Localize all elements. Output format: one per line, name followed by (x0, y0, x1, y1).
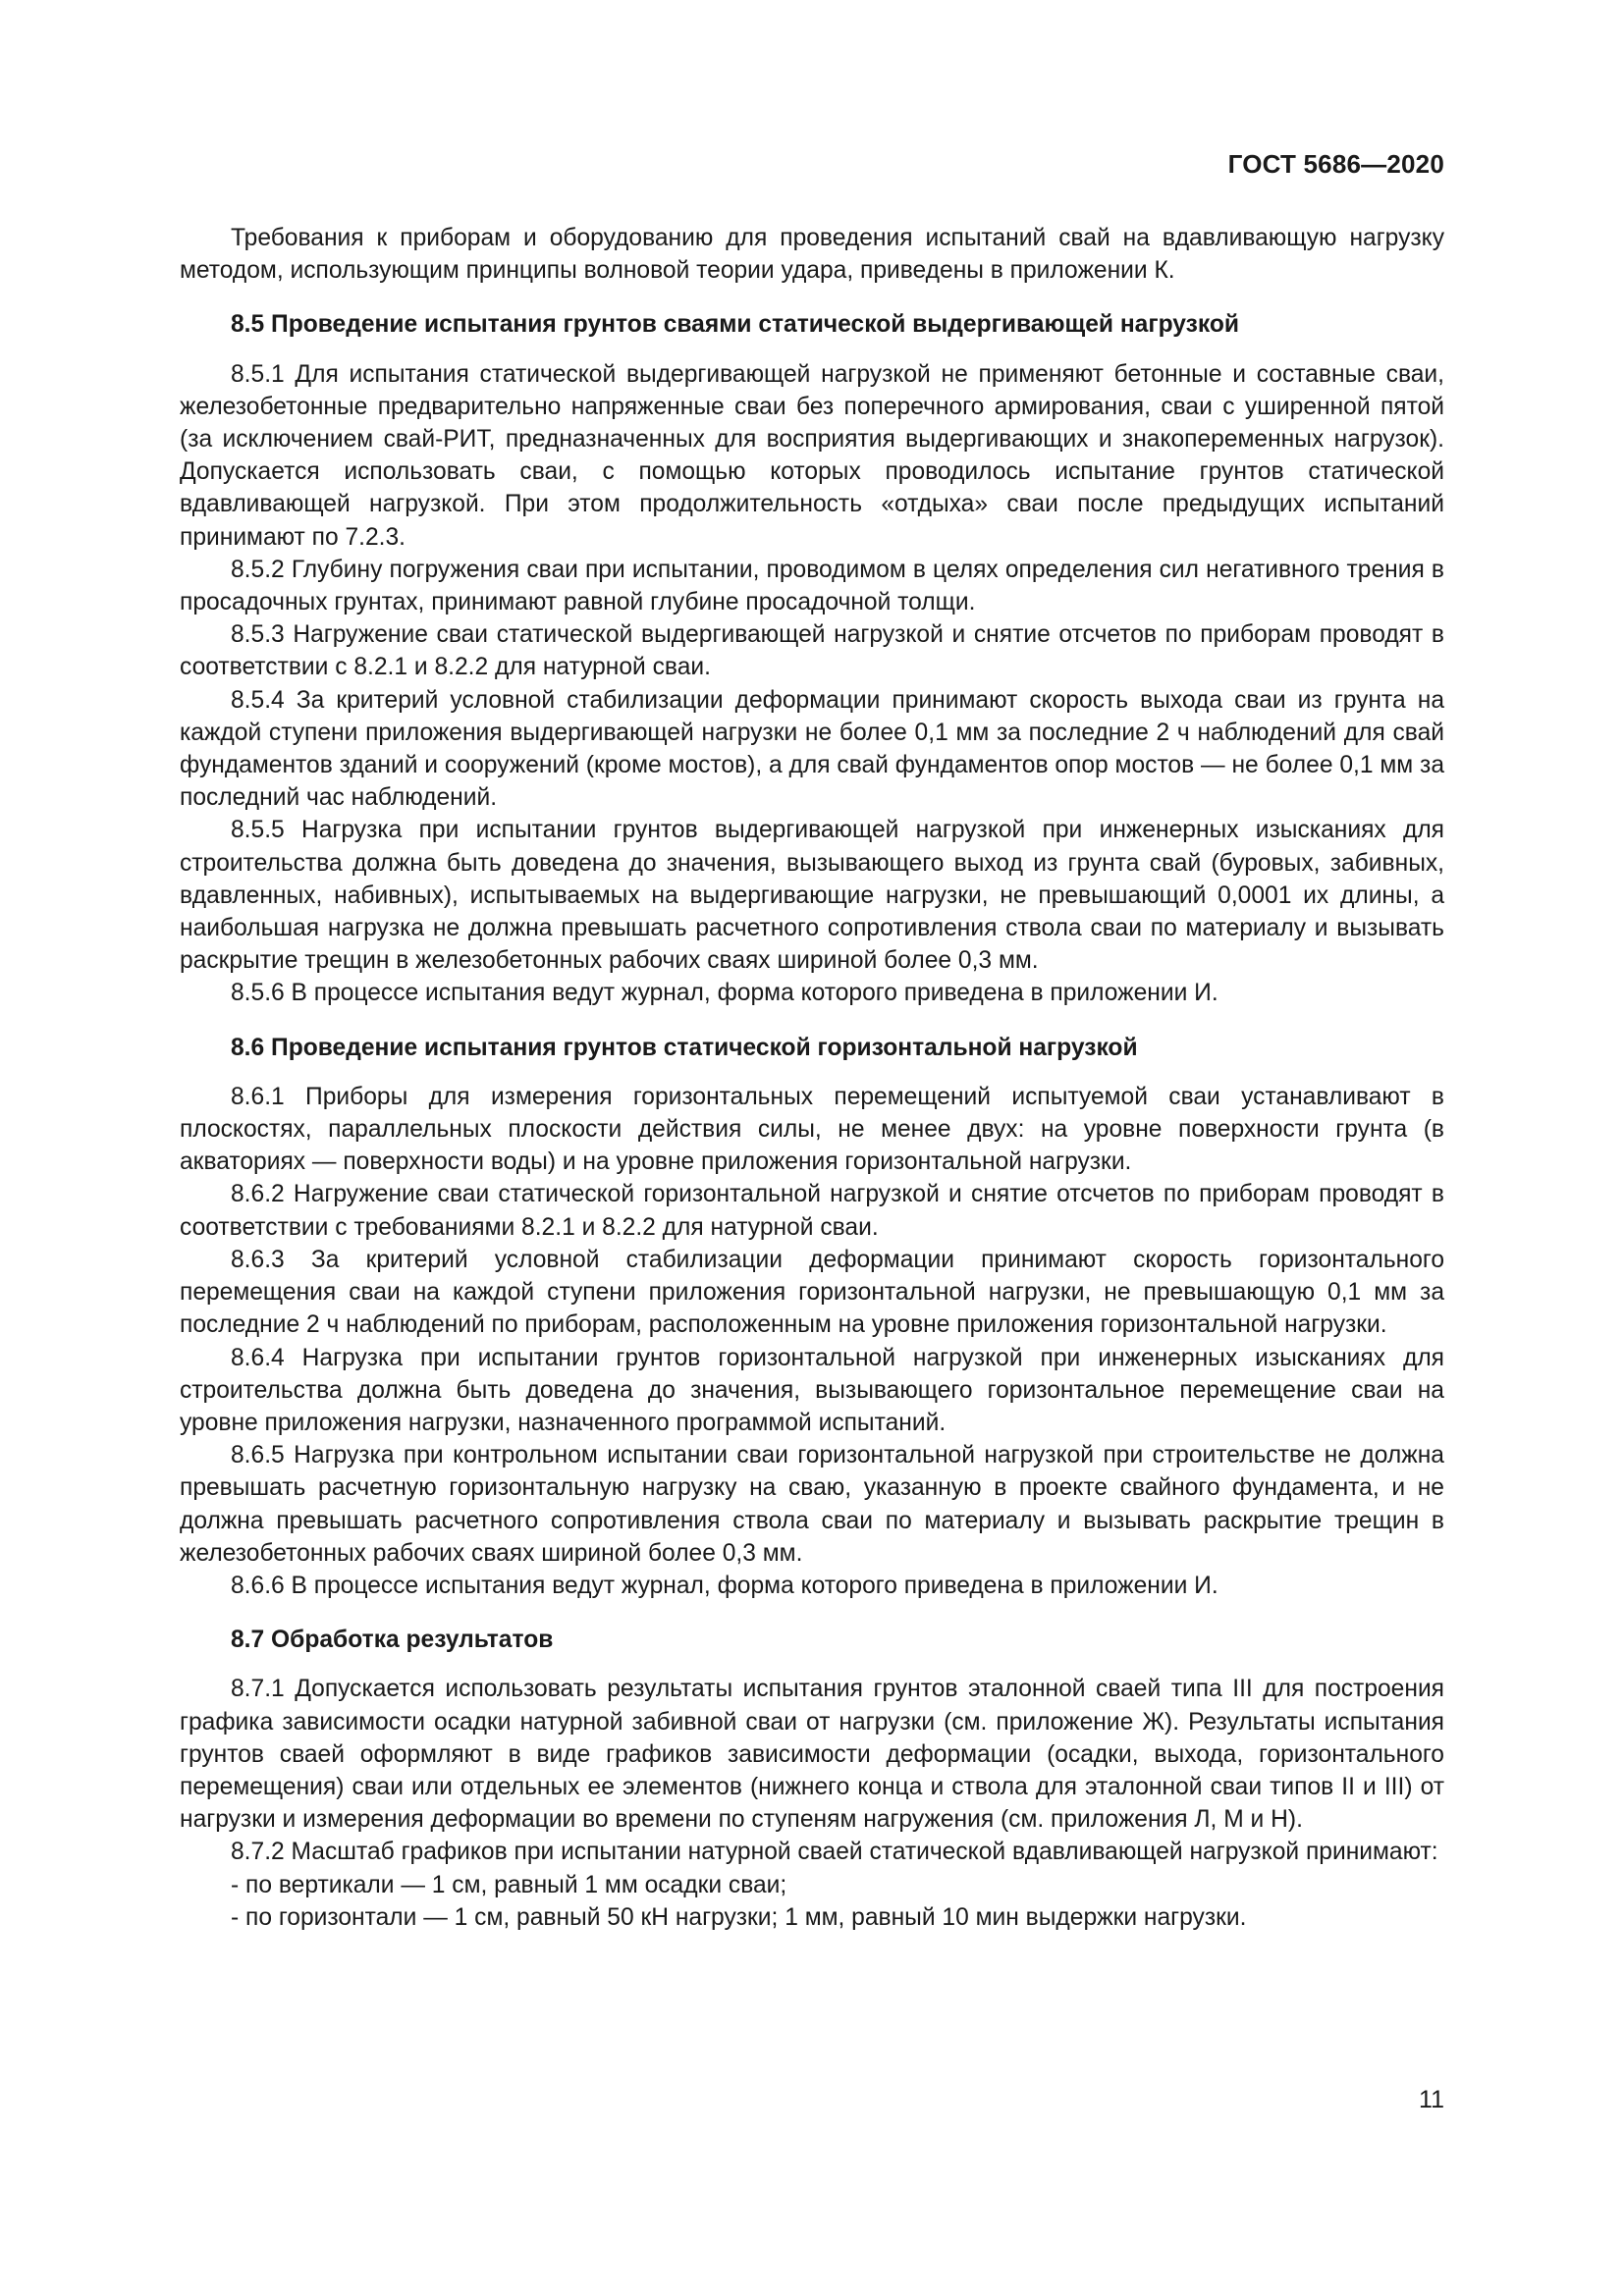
page-number: 11 (1419, 2086, 1444, 2113)
section-8-6-heading: 8.6 Проведение испытания грунтов статической горизонтальной нагрузкой (231, 1034, 1138, 1061)
paragraph-8-7-1: 8.7.1 Допускается использовать результаты испытания грунтов эталонной сваей типа III для построения графика зависимости осадки натурной забивной сваи от нагрузки (см. приложение Ж). Результаты испытания грунтов сваей оформляют в виде графиков зависимости деформации (осадки, выхода, горизонтального перемещения) сваи или отдельных ее элементов (нижнего конца и ствола для эталонной сваи типов II и III) от нагрузки и измерения деформации во времени по ступеням нагружения (см. приложения Л, М и Н). (180, 1676, 1444, 1834)
paragraph-8-5-5: 8.5.5 Нагрузка при испытании грунтов выдергивающей нагрузкой при инженерных изысканиях для строительства должна быть доведена до значения, вызывающего выход из грунта свай (буровых, забивных, вдавленных, набивных), испытываемых на выдергивающие нагрузки, не превышающий 0,0001 их длины, а наибольшая нагрузка не должна превышать расчетного сопротивления ствола сваи по материалу и вызывать раскрытие трещин в железобетонных рабочих сваях шириной более 0,3 мм. (180, 817, 1444, 975)
intro-paragraph: Требования к приборам и оборудованию для проведения испытаний свай на вдавливающую нагрузку методом, использующим принципы волновой теории удара, приведены в приложении К. (180, 225, 1444, 285)
paragraph-8-5-3: 8.5.3 Нагружение сваи статической выдергивающей нагрузкой и снятие отсчетов по приборам проводят в соответствии с 8.2.1 и 8.2.2 для натурной сваи. (180, 621, 1444, 681)
paragraph-8-5-6: 8.5.6 В процессе испытания ведут журнал, форма которого приведена в приложении И. (231, 980, 1218, 1007)
paragraph-8-5-4: 8.5.4 За критерий условной стабилизации деформации принимают скорость выхода сваи из грунта на каждой ступени приложения выдергивающей нагрузки не более 0,1 мм за последние 2 ч наблюдений для свай фундаментов зданий и сооружений (кроме мостов), а для свай фундаментов опор мостов — не более 0,1 мм за последний час наблюдений. (180, 686, 1444, 812)
paragraph-8-6-3: 8.6.3 За критерий условной стабилизации деформации принимают скорость горизонтального перемещения сваи на каждой ступени приложения горизонтальной нагрузки, не превышающую 0,1 мм за последние 2 ч наблюдений по приборам, расположенным на уровне приложения горизонтальной нагрузки. (180, 1246, 1444, 1339)
paragraph-8-6-4: 8.6.4 Нагрузка при испытании грунтов горизонтальной нагрузкой при инженерных изысканиях для строительства должна быть доведена до значения, вызывающего горизонтальное перемещение сваи на уровне приложения нагрузки, назначенного программой испытаний. (180, 1344, 1444, 1436)
paragraph-8-5-1: 8.5.1 Для испытания статической выдергивающей нагрузкой не применяют бетонные и составные сваи, железобетонные предварительно напряженные сваи без поперечного армирования, сваи с уширенной пятой (за исключением свай-РИТ, предназначенных для восприятия выдергивающих и знакопеременных нагрузок). Допускается использовать сваи, с помощью которых проводилось испытание грунтов статической вдавливающей нагрузкой. При этом продолжительность «отдыха» сваи после предыдущих испытаний принимают по 7.2.3. (180, 360, 1444, 551)
section-8-7-heading: 8.7 Обработка результатов (231, 1627, 554, 1654)
paragraph-8-7-2: 8.7.2 Масштаб графиков при испытании натурной сваей статической вдавливающей нагрузкой принимают: (231, 1839, 1438, 1866)
section-8-5-heading: 8.5 Проведение испытания грунтов сваями статической выдергивающей нагрузкой (231, 311, 1240, 339)
document-header: ГОСТ 5686—2020 (1227, 149, 1444, 179)
paragraph-8-6-2: 8.6.2 Нагружение сваи статической горизонтальной нагрузкой и снятие отсчетов по приборам проводят в соответствии с требованиями 8.2.1 и 8.2.2 для натурной сваи. (180, 1181, 1444, 1241)
paragraph-8-5-2: 8.5.2 Глубину погружения сваи при испытании, проводимом в целях определения сил негативного трения в просадочных грунтах, принимают равной глубине просадочной толщи. (180, 556, 1444, 616)
paragraph-8-6-5: 8.6.5 Нагрузка при контрольном испытании сваи горизонтальной нагрузкой при строительстве не должна превышать расчетную горизонтальную нагрузку на сваю, указанную в проекте свайного фундамента, и не должна превышать расчетного сопротивления ствола сваи по материалу и вызывать раскрытие трещин в железобетонных рабочих сваях шириной более 0,3 мм. (180, 1442, 1444, 1567)
paragraph-8-6-1: 8.6.1 Приборы для измерения горизонтальных перемещений испытуемой сваи устанавливают в плоскостях, параллельных плоскости действия силы, не менее двух: на уровне поверхности грунта (в акваториях — поверхности воды) и на уровне приложения горизонтальной нагрузки. (180, 1083, 1444, 1176)
list-item-vertical-scale: - по вертикали — 1 см, равный 1 мм осадки сваи; (231, 1871, 787, 1898)
paragraph-8-6-6: 8.6.6 В процессе испытания ведут журнал, форма которого приведена в приложении И. (231, 1572, 1218, 1599)
list-item-horizontal-scale: - по горизонтали — 1 см, равный 50 кН нагрузки; 1 мм, равный 10 мин выдержки нагрузки. (231, 1903, 1247, 1931)
document-body (180, 222, 1444, 1934)
